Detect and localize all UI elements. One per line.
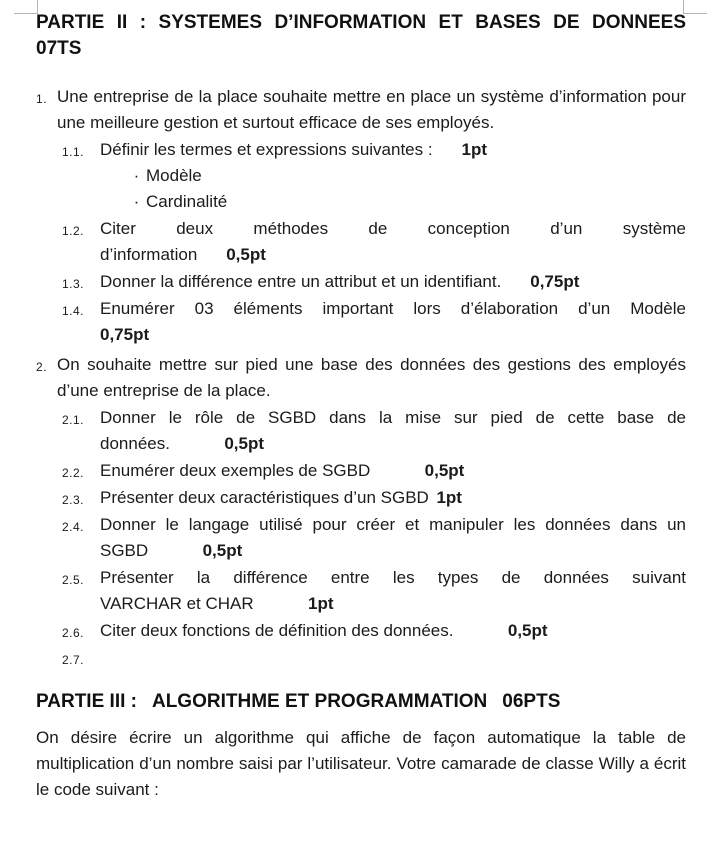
part3-heading-label: PARTIE III : [36, 691, 137, 712]
subquestion-2-7-body [100, 645, 686, 671]
margin-cropmark-topright-icon [683, 0, 707, 14]
subquestion-2-6-body [100, 618, 686, 644]
subquestion-2-6-number: 2.6. [62, 626, 85, 640]
subquestion-1-1 [62, 137, 686, 215]
subquestion-2-6 [62, 618, 686, 644]
subquestion-2-1-text: Donner le rôle de SGBD dans la mise sur pied de cette base de données. [100, 408, 686, 453]
question-1-body [57, 84, 686, 348]
part3-heading [36, 689, 686, 715]
part3-paragraph: On désire écrire un algorithme qui affiche de façon automatique la table de multiplication d’un nombre saisi par l’utilisateur. Votre camarade de classe Willy a écrit le code suivant : [36, 728, 686, 799]
document-content [36, 10, 686, 803]
bullet-label: Cardinalité [146, 192, 228, 211]
subquestion-2-4-text: Donner le langage utilisé pour créer et manipuler les données dans un SGBD [100, 515, 686, 560]
bullet-dot-icon: · [133, 192, 140, 211]
subquestion-2-1-number: 2.1. [62, 413, 85, 427]
part3-heading-points: 06PTS [502, 691, 561, 712]
subquestion-2-5-text-line2: VARCHAR et CHAR [100, 594, 254, 613]
subquestion-1-3-text: Donner la différence entre un attribut et un identifiant. [100, 272, 502, 291]
subquestion-2-7-number: 2.7. [62, 653, 85, 667]
subquestion-1-3-body [100, 269, 686, 295]
subquestion-2-5-text: Présenter la différence entre les types de données suivant [100, 568, 686, 587]
subquestion-2-4-number: 2.4. [62, 520, 85, 534]
subquestion-1-2-number: 1.2. [62, 224, 85, 238]
subquestion-1-4-text: Enumérer 03 éléments important lors d’élaboration d’un Modèle [100, 299, 686, 318]
question-2-text: On souhaite mettre sur pied une base des données des gestions des employés d’une entreprise de la place. [57, 355, 686, 400]
subquestion-2-3 [62, 485, 686, 511]
part2-heading-line1: PARTIE II : SYSTEMES D’INFORMATION ET BASES DE DONNEES [36, 12, 686, 33]
subquestion-1-4-number: 1.4. [62, 304, 85, 318]
bullet-label: Modèle [146, 166, 202, 185]
points-label: 1pt [461, 140, 487, 159]
subquestion-2-4-body [100, 512, 686, 564]
subquestion-2-3-text: Présenter deux caractéristiques d’un SGBD [100, 488, 429, 507]
question-1-subquestions [62, 137, 686, 348]
definition-bullet-list [127, 163, 686, 215]
subquestion-1-3 [62, 269, 686, 295]
subquestion-2-3-body [100, 485, 686, 511]
question-1-text: Une entreprise de la place souhaite mettre en place un système d’information pour une meilleure gestion et surtout efficace de ses employés. [57, 87, 686, 132]
question-1-number: 1. [36, 92, 48, 106]
subquestion-2-2-number: 2.2. [62, 466, 85, 480]
part2-heading-line2: 07TS [36, 38, 82, 59]
subquestion-2-6-text: Citer deux fonctions de définition des données. [100, 621, 454, 640]
points-label: 0,5pt [507, 621, 548, 640]
subquestion-2-5-number: 2.5. [62, 573, 85, 587]
points-label: 0,5pt [424, 461, 465, 480]
points-label: 0,5pt [202, 541, 243, 560]
subquestion-2-2-text: Enumérer deux exemples de SGBD [100, 461, 371, 480]
question-2-subquestions [62, 405, 686, 671]
points-label: 0,75pt [530, 272, 580, 291]
question-2-number: 2. [36, 360, 48, 374]
subquestion-1-4 [62, 296, 686, 348]
subquestion-1-4-body [100, 296, 686, 348]
subquestion-2-1-body [100, 405, 686, 457]
question-1 [36, 84, 686, 348]
margin-cropmark-topleft-icon [14, 0, 38, 14]
subquestion-2-2-body [100, 458, 686, 484]
subquestion-1-1-text: Définir les termes et expressions suivantes : [100, 140, 433, 159]
part3-heading-title: ALGORITHME ET PROGRAMMATION [151, 691, 488, 712]
question-2 [36, 352, 686, 671]
subquestion-1-2-body [100, 216, 686, 268]
bullet-item [127, 189, 686, 215]
question-2-body [57, 352, 686, 671]
bullet-dot-icon: · [133, 166, 140, 185]
subquestion-1-2 [62, 216, 686, 268]
subquestion-2-5-body [100, 565, 686, 617]
points-label: 0,75pt [100, 325, 150, 344]
subquestion-2-4 [62, 512, 686, 564]
bullet-item [127, 163, 686, 189]
points-label: 0,5pt [226, 245, 266, 264]
subquestion-2-1 [62, 405, 686, 457]
subquestion-1-2-text: Citer deux méthodes de conception d’un système [100, 219, 686, 238]
subquestion-2-3-number: 2.3. [62, 493, 85, 507]
subquestion-2-2 [62, 458, 686, 484]
points-label: 0,5pt [224, 434, 265, 453]
subquestion-1-1-number: 1.1. [62, 145, 85, 159]
subquestion-2-5 [62, 565, 686, 617]
points-label: 1pt [308, 594, 334, 613]
subquestion-1-3-number: 1.3. [62, 277, 85, 291]
subquestion-2-7 [62, 645, 686, 671]
subquestion-1-2-text-line2: d’information [100, 245, 198, 264]
subquestion-1-1-body [100, 137, 686, 215]
part2-heading [36, 10, 686, 62]
points-label: 1pt [436, 488, 462, 507]
